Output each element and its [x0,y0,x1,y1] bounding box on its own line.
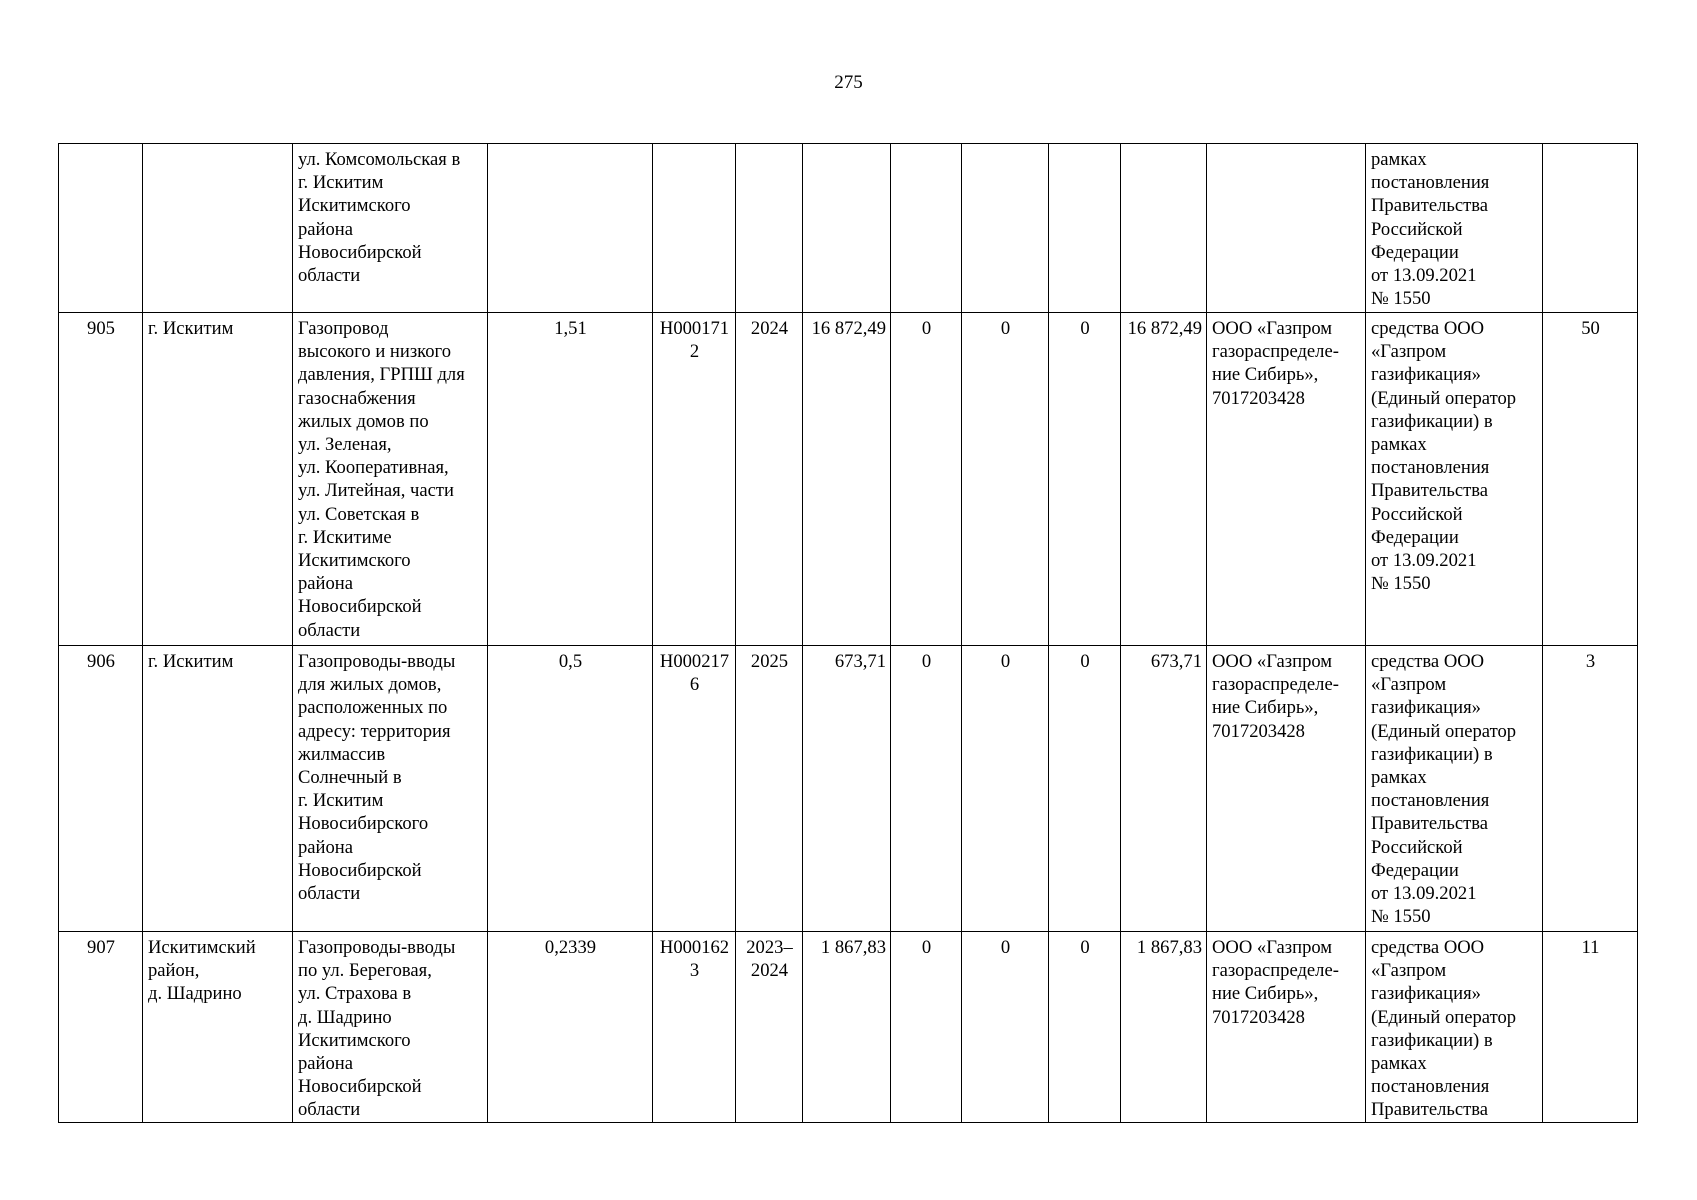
count-cell: 11 [1543,932,1638,1123]
funding-source-cell: рамках постановления Правительства Российской Федерации от 13.09.2021 № 1550 [1366,144,1543,313]
length-cell: 0,2339 [488,932,653,1123]
value-cell-2: 0 [962,313,1049,646]
row-number-cell: 906 [59,646,143,932]
value-cell-4: 673,71 [1121,646,1207,932]
code-cell: Н000217 6 [653,646,736,932]
operator-cell [1207,144,1366,313]
funding-source-cell: средства ООО «Газпром газификация» (Единый оператор газификации) в рамках постановления Правительства Российской Федерации от 13.09.2021 № 1550 [1366,313,1543,646]
count-cell: 50 [1543,313,1638,646]
table-row [59,144,1638,313]
table-row [59,932,1638,1123]
total-cost-cell: 673,71 [803,646,891,932]
years-cell: 2025 [736,646,803,932]
value-cell-1 [891,144,962,313]
value-cell-2 [962,144,1049,313]
length-cell [488,144,653,313]
code-cell: Н000162 3 [653,932,736,1123]
operator-cell: ООО «Газпром газораспределе- ние Сибирь», 7017203428 [1207,932,1366,1123]
count-cell [1543,144,1638,313]
years-cell [736,144,803,313]
table-row [59,646,1638,932]
value-cell-1: 0 [891,932,962,1123]
location-cell: Искитимский район, д. Шадрино [143,932,293,1123]
total-cost-cell: 16 872,49 [803,313,891,646]
operator-cell: ООО «Газпром газораспределе- ние Сибирь», 7017203428 [1207,646,1366,932]
description-cell: Газопровод высокого и низкого давления, ГРПШ для газоснабжения жилых домов по ул. Зеленая, ул. Кооперативная, ул. Литейная, части ул. Советская в г. Искитиме Искитимского района Новосибирской области [293,313,488,646]
gasification-table [58,143,1638,1123]
count-cell: 3 [1543,646,1638,932]
description-cell: ул. Комсомольская в г. Искитим Искитимского района Новосибирской области [293,144,488,313]
value-cell-4 [1121,144,1207,313]
years-cell: 2024 [736,313,803,646]
location-cell [143,144,293,313]
value-cell-3 [1049,144,1121,313]
location-cell: г. Искитим [143,646,293,932]
value-cell-2: 0 [962,932,1049,1123]
length-cell: 1,51 [488,313,653,646]
row-number-cell [59,144,143,313]
row-number-cell: 905 [59,313,143,646]
funding-source-cell: средства ООО «Газпром газификация» (Единый оператор газификации) в рамках постановления Правительства Российской Федерации от 13.09.2021 № 1550 [1366,646,1543,932]
description-cell: Газопроводы-вводы по ул. Береговая, ул. Страхова в д. Шадрино Искитимского района Новосибирской области [293,932,488,1123]
location-cell: г. Искитим [143,313,293,646]
value-cell-3: 0 [1049,313,1121,646]
value-cell-4: 16 872,49 [1121,313,1207,646]
funding-source-cell: средства ООО «Газпром газификация» (Единый оператор газификации) в рамках постановления Правительства [1366,932,1543,1123]
length-cell: 0,5 [488,646,653,932]
total-cost-cell: 1 867,83 [803,932,891,1123]
value-cell-1: 0 [891,313,962,646]
table-row [59,313,1638,646]
code-cell: Н000171 2 [653,313,736,646]
description-cell: Газопроводы-вводы для жилых домов, расположенных по адресу: территория жилмассив Солнечный в г. Искитим Новосибирского района Новосибирской области [293,646,488,932]
code-cell [653,144,736,313]
value-cell-2: 0 [962,646,1049,932]
value-cell-4: 1 867,83 [1121,932,1207,1123]
operator-cell: ООО «Газпром газораспределе- ние Сибирь», 7017203428 [1207,313,1366,646]
total-cost-cell [803,144,891,313]
value-cell-1: 0 [891,646,962,932]
row-number-cell: 907 [59,932,143,1123]
years-cell: 2023– 2024 [736,932,803,1123]
value-cell-3: 0 [1049,932,1121,1123]
page-number: 275 [834,72,863,93]
value-cell-3: 0 [1049,646,1121,932]
